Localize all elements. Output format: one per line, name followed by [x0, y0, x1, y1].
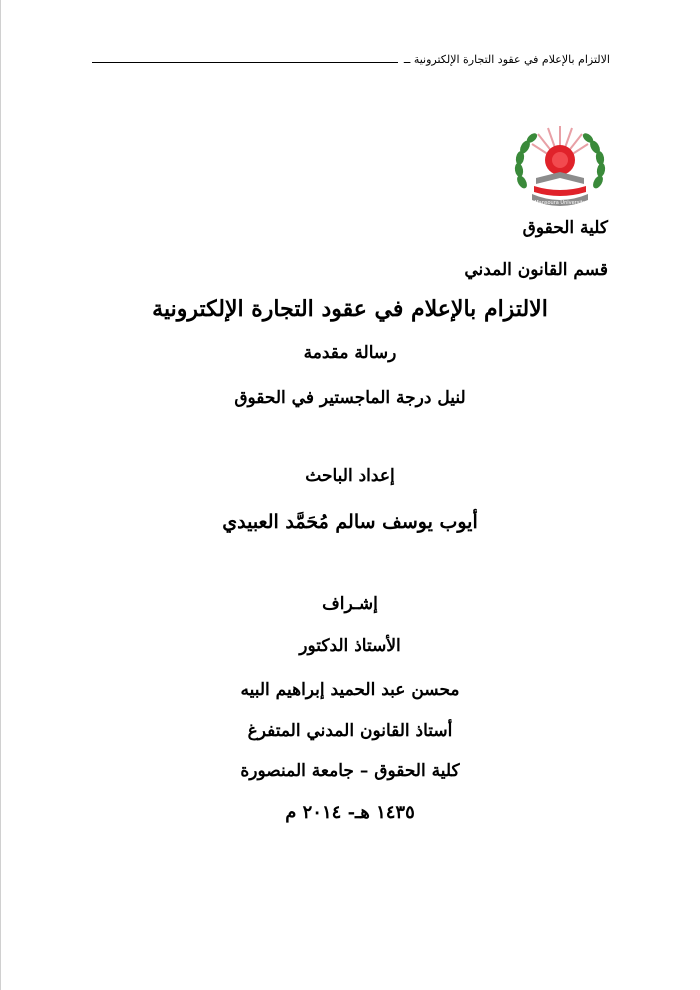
running-header-rule [92, 62, 398, 63]
supervisor-position: أستاذ القانون المدني المتفرغ [247, 721, 453, 741]
running-header [92, 54, 610, 65]
professor-title: الأستاذ الدكتور [299, 636, 401, 656]
thesis-title: الالتزام بالإعلام في عقود التجارة الإلكترونية [152, 296, 548, 322]
university-logo [510, 120, 610, 210]
degree-line: لنيل درجة الماجستير في الحقوق [234, 388, 466, 408]
svg-text:Mansoura University: Mansoura University [534, 200, 586, 206]
affiliation: كلية الحقوق – جامعة المنصورة [240, 761, 460, 781]
researcher-name: أيوب يوسف سالم مُحَمَّد العبيدي [222, 511, 478, 533]
supervisor-name: محسن عبد الحميد إبراهيم البيه [240, 680, 460, 700]
publication-date: ١٤٣٥ هـ- ٢٠١٤ م [285, 802, 415, 823]
running-header-title: الالتزام بالإعلام في عقود التجارة الإلكترونية ــ [403, 53, 610, 66]
page-edge-line [0, 0, 1, 990]
supervision-label: إشـراف [322, 594, 378, 614]
thesis-subtitle: رسالة مقدمة [303, 343, 397, 363]
prepared-by-label: إعداد الباحث [305, 466, 395, 486]
faculty-name: كلية الحقوق [522, 218, 608, 238]
department-name: قسم القانون المدني [464, 260, 608, 280]
